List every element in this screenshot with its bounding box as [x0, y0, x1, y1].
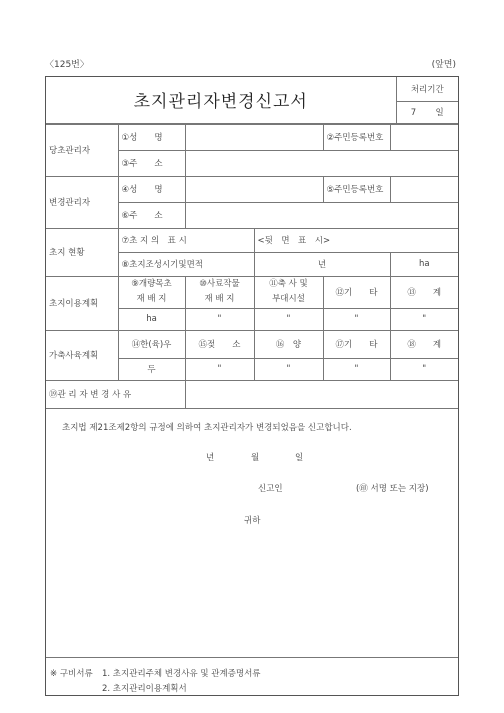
new-name-field[interactable] — [185, 176, 323, 202]
new-manager-section: 변경관리자 — [46, 176, 118, 228]
grassland-location-label: ⑦초 지 의 표 시 — [118, 228, 254, 252]
main-table — [46, 124, 458, 409]
grassland-location-value: <뒷 면 표 시> — [254, 228, 458, 252]
usage-other-header: ⑫기 타 — [323, 276, 390, 308]
usage-col1-line2: 재 배 지 — [136, 294, 167, 304]
usage-col2-line1: ⑩사료작물 — [199, 279, 240, 289]
current-rrn-field[interactable] — [390, 124, 458, 150]
grassland-section: 초지 현황 — [46, 228, 118, 276]
title-table — [46, 77, 458, 124]
livestock-sheep-field[interactable]: " — [254, 358, 323, 380]
new-rrn-label: ⑤주민등록번호 — [323, 176, 390, 202]
declaration-form — [45, 76, 459, 696]
usage-forage-crop-header — [185, 276, 254, 308]
usage-col3-line2: 부대시설 — [272, 294, 305, 304]
documents-heading: ※ 구비서류 — [50, 669, 93, 679]
usage-facilities-header — [254, 276, 323, 308]
usage-facilities-field[interactable]: " — [254, 308, 323, 330]
new-rrn-field[interactable] — [390, 176, 458, 202]
change-reason-label: ⑲관 리 자 변 경 사 유 — [46, 380, 185, 408]
livestock-sheep-header: ⑯ 양 — [254, 330, 323, 358]
new-address-field[interactable] — [185, 202, 458, 228]
livestock-dairy-field[interactable]: " — [185, 358, 254, 380]
form-number: 〈125번〉 — [45, 60, 89, 70]
usage-total-header: ⑬ 계 — [390, 276, 458, 308]
declaration-area — [46, 407, 458, 657]
signature-label: (㊞ 서명 또는 지장) — [356, 484, 429, 494]
current-rrn-label: ②주민등록번호 — [323, 124, 390, 150]
usage-improved-pasture-header — [118, 276, 185, 308]
usage-col3-line1: ⑪축 사 및 — [269, 279, 308, 289]
current-manager-section: 당초관리자 — [46, 124, 118, 176]
applicant-label: 신고인 — [258, 484, 283, 494]
usage-other-field[interactable]: " — [323, 308, 390, 330]
usage-plan-section: 초지이용계획 — [46, 276, 118, 330]
declaration-statement: 초지법 제21조제2항의 규정에 의하여 초지관리자가 변경되었음을 신고합니다. — [62, 423, 352, 433]
form-title: 초지관리자변경신고서 — [46, 77, 396, 123]
new-name-label: ④성 명 — [118, 176, 185, 202]
current-address-field[interactable] — [185, 150, 458, 176]
livestock-other-field[interactable]: " — [323, 358, 390, 380]
livestock-plan-section: 가축사육계획 — [46, 330, 118, 380]
recipient-label: 귀하 — [244, 516, 261, 526]
livestock-total-header: ⑱ 계 — [390, 330, 458, 358]
document-item-2: 2. 초지관리이용계획서 — [102, 684, 187, 694]
change-reason-field[interactable] — [185, 380, 458, 408]
grassland-year-field[interactable]: 년 — [254, 252, 390, 276]
livestock-dairy-header: ⑮젖 소 — [185, 330, 254, 358]
grassland-area-field[interactable]: ha — [390, 252, 458, 276]
page-side-label: (앞면) — [431, 60, 456, 70]
date-year-label: 년 — [206, 453, 215, 463]
livestock-beef-field[interactable]: 두 — [118, 358, 185, 380]
required-documents — [46, 657, 458, 696]
livestock-total-field[interactable]: " — [390, 358, 458, 380]
usage-col1-line1: ⑨개량목초 — [131, 279, 172, 289]
current-address-label: ③주 소 — [118, 150, 185, 176]
processing-unit: 일 — [435, 108, 444, 118]
processing-days: 7 — [410, 108, 417, 118]
date-month-label: 월 — [251, 453, 260, 463]
document-item-1: 1. 초지관리주체 변경사유 및 관계증명서류 — [102, 669, 261, 679]
new-address-label: ⑥주 소 — [118, 202, 185, 228]
usage-forage-crop-field[interactable]: " — [185, 308, 254, 330]
processing-period-label: 처리기간 — [396, 77, 458, 101]
usage-col2-line2: 재 배 지 — [204, 294, 235, 304]
grassland-created-label: ⑧초지조성시기및면적 — [118, 252, 254, 276]
livestock-other-header: ⑰기 타 — [323, 330, 390, 358]
current-name-field[interactable] — [185, 124, 323, 150]
current-name-label: ①성 명 — [118, 124, 185, 150]
livestock-beef-header: ⑭한(육)우 — [118, 330, 185, 358]
usage-improved-pasture-field[interactable]: ha — [118, 308, 185, 330]
date-day-label: 일 — [295, 453, 304, 463]
processing-period-value — [396, 101, 458, 123]
usage-total-field[interactable]: " — [390, 308, 458, 330]
